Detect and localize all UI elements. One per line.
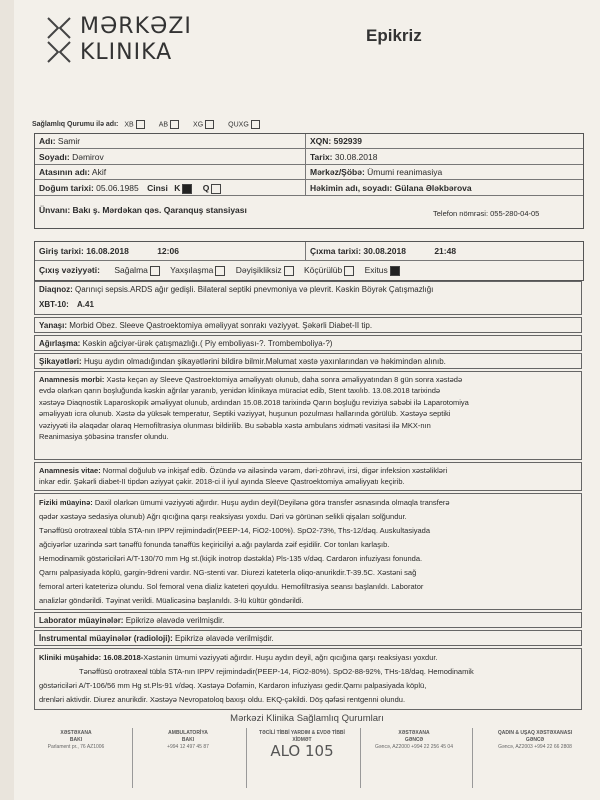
comorbid-text: Morbid Obez. Sleeve Qastroektomiya əməliyyat sonrakı vəziyyət. Şəkərli Diabet-II tip. bbox=[69, 321, 373, 330]
discharge-status-label: Çıxış vəziyyəti: bbox=[39, 265, 100, 275]
insurance-label: Sağlamlıq Qurumu ilə adı: bbox=[32, 121, 119, 128]
complication-label: Ağırlaşma: bbox=[39, 339, 81, 348]
father-label: Atasının adı: bbox=[39, 167, 91, 177]
footer-title: Mərkəzi Klinika Sağlamlıq Qurumları bbox=[230, 713, 384, 724]
anamnesis-morbi-line: əməliyyatı icra olunub. Xəstə də yüksək temperatur, Septiki vəziyyət, huşunun pozulması hallarında görülüb. Xəstəyə septiki bbox=[39, 409, 451, 419]
admission-time: 12:06 bbox=[157, 246, 179, 256]
father-name: Akif bbox=[91, 167, 107, 177]
logo-line2: KLINIKA bbox=[80, 40, 173, 65]
examination-line: Tənəffüsü orotraxeal tübla STA-nın IPPV rejimindədir(PEEP-14, FiO2-100%). SpO2-73%, Ths-12/dəq. Auskultasiyada bbox=[39, 526, 431, 535]
logo-line1: MƏRKƏZI bbox=[80, 14, 192, 39]
examination-label: Fiziki müayinə: bbox=[39, 498, 93, 507]
anamnesis-vitae-label: Anamnesis vitae: bbox=[39, 466, 101, 475]
anamnesis-morbi-line: vəziyyəti ilə əlaqədar olaraq Hemofiltrasiya olunması bildirilib. Bu səbəblə xəstə ambulans xidməti vasitəsi ilə MKX-nın bbox=[39, 420, 431, 430]
examination-line: Qarnı palpasiyada köplü, gərgin-9dreni vardır. NG-stenti var. Diurezi kateterla oliqo-anurikdir.T-39.5C. Xəstəni sağ bbox=[39, 568, 417, 577]
checkbox-icon bbox=[170, 120, 179, 129]
status-option-exitus[interactable]: Exitus bbox=[365, 265, 408, 275]
checkbox-icon bbox=[215, 266, 225, 276]
footer-col-ambulatory-baku: AMBULATORİYA BAKI +994 12 497 45 87 bbox=[167, 730, 209, 750]
instrumental-text: Epikrizə əlavədə verilmişdir. bbox=[175, 634, 274, 643]
doctor-label: Həkimin adı, soyadı: bbox=[310, 183, 393, 193]
examination-block bbox=[34, 493, 582, 610]
footer-col-emergency: TƏCİLİ TİBBİ YARDIM & EVDƏ TİBBİ XİDMƏT ALO 105 bbox=[254, 730, 350, 755]
status-option-recovery[interactable]: Sağalma bbox=[114, 265, 168, 275]
status-option-unchanged[interactable]: Dəyişikliksiz bbox=[236, 265, 302, 275]
insurance-option-ab[interactable]: AB bbox=[159, 120, 187, 129]
comorbid-block bbox=[34, 317, 582, 333]
gender-male-checkbox-icon[interactable] bbox=[182, 184, 192, 194]
anamnesis-vitae-block bbox=[34, 462, 582, 491]
document-date: 30.08.2018 bbox=[334, 152, 378, 162]
icd-code: A.41 bbox=[77, 299, 94, 309]
anamnesis-morbi-line: evdə olarkən qarın boşluğunda kəskin ağrılar yaranıb, yenidən klinikaya müraciət edib, Stent taxılıb. 13.08.2018 tarixində bbox=[39, 386, 441, 396]
insurance-option-xg[interactable]: XG bbox=[193, 120, 222, 129]
examination-line: ağciyərlər uzarində sərt tənəffü fonunda tənəffüs keçiriciliyi a.ağı paylarda zəif eşidilir. Cor tonları karlaşıb. bbox=[39, 540, 390, 549]
admission-date: 16.08.2018 bbox=[86, 246, 129, 256]
surname-label: Soyadı: bbox=[39, 152, 70, 162]
address: Bakı ş. Mərdəkan qəs. Qaranquş stansiyası bbox=[72, 205, 247, 215]
anamnesis-morbi-line: xəstəyə Diaqnostik Laparoskopik əməliyyat olunub, ardından 15.08.2018 tarixində Qarın boşluğu reviziya səbəbi ilə Laparotomiya bbox=[39, 397, 469, 407]
diagnosis-block bbox=[34, 281, 582, 315]
discharge-time: 21:48 bbox=[434, 246, 457, 256]
anamnesis-morbi-line: Xəstə keçən ay Sleeve Qastroektomiya əməliyyatı olunub, daha sonra əməliyyatından 8 gün sonra xəstədə bbox=[104, 375, 463, 384]
checkbox-icon bbox=[251, 120, 260, 129]
date-label: Tarix: bbox=[310, 152, 333, 162]
examination-line: Daxil olarkən ümumi vəziyyəti ağırdır. Huşu aydın deyil(Deyilənə görə transfer əsnasında olmaqla transferə bbox=[92, 498, 450, 507]
document-title: Epikriz bbox=[366, 26, 422, 45]
address-label: Ünvanı: bbox=[39, 205, 71, 215]
epicrisis-page bbox=[14, 0, 600, 800]
observation-label: Kliniki müşahidə: bbox=[39, 653, 102, 662]
admission-table bbox=[34, 241, 584, 281]
lab-label: Laborator müayinələr: bbox=[39, 616, 124, 625]
anamnesis-morbi-line: Reanimasiya şöbəsinə transfer olundu. bbox=[39, 432, 169, 442]
complication-block bbox=[34, 335, 582, 351]
complaints-text: Huşu aydın olmadığından şikayətlərini bildirə bilmir.Məlumat xəstə yaxınlarından və həkimindən alınıb. bbox=[83, 357, 446, 366]
xqn-value: 592939 bbox=[333, 136, 362, 146]
instrumental-block bbox=[34, 630, 582, 646]
observation-line: Xəstənin ümumi vəziyyəti ağırdır. Huşu aydın deyil, ağrı qıcığına qarşı reaksiyası yoxdur. bbox=[143, 653, 438, 662]
gender-female-checkbox-icon[interactable] bbox=[211, 184, 221, 194]
dept-label: Mərkəz/Şöbə: bbox=[310, 167, 365, 177]
checkbox-icon bbox=[344, 266, 354, 276]
clinic-logo bbox=[46, 12, 226, 68]
examination-line: Hemodinamik göstəriciləri A/T-130/70 mm Hg st.(kiçik inotrop dəstəkla) Pls-135 v/dəq. Cardaron infuziyası fonunda. bbox=[39, 554, 423, 563]
footer-col-hospital-baku: XƏSTƏXANA BAKI Parlament pr., 76 AZ1006 bbox=[47, 730, 105, 750]
anamnesis-vitae-line: Normal doğulub və inkişaf edib. Özündə və ailəsində vərəm, dəri-zöhrəvi, irsi, digər infeksion xəstəlikləri bbox=[100, 466, 448, 475]
anamnesis-morbi-label: Anamnesis morbi: bbox=[39, 375, 105, 384]
anamnesis-morbi-block bbox=[34, 371, 582, 460]
footer-col-hospital-ganja: XƏSTƏXANA GƏNCƏ Gəncə, AZ2000 +994 22 256 45 04 bbox=[375, 730, 453, 750]
alo-105-logo: ALO 105 bbox=[270, 742, 334, 760]
department: Ümumi reanimasiya bbox=[367, 167, 443, 177]
complaints-block bbox=[34, 353, 582, 369]
checked-checkbox-icon bbox=[390, 266, 400, 276]
observation-line: drenləri aktivdir. Diurez anurikdir. Xəstəyə Nevropatoloq baxışı oldu. EKQ-çəkildi. Döş qəfəsi rentgenni olundu. bbox=[39, 695, 406, 704]
checkbox-icon bbox=[150, 266, 160, 276]
insurance-option-xb[interactable]: XB bbox=[124, 120, 152, 129]
patient-name: Samir bbox=[57, 136, 81, 146]
logo-mark-icon bbox=[46, 14, 72, 66]
gender-label: Cinsi bbox=[147, 183, 168, 193]
discharge-date: 30.08.2018 bbox=[363, 246, 406, 256]
header bbox=[36, 8, 596, 72]
dob-label: Doğum tarixi: bbox=[39, 183, 94, 193]
discharge-label: Çıxma tarixi: bbox=[310, 246, 362, 256]
phone-number: 055-280-04-05 bbox=[490, 209, 540, 218]
checkbox-icon bbox=[205, 120, 214, 129]
gender-female-label: Q bbox=[202, 183, 210, 193]
examination-line: qədər xəstəyə sedasiya olunub) Ağrı qıcığına qarşı reaksiyası yoxdu. Dəri və görünən selikli qişaları solğundur. bbox=[39, 512, 407, 521]
insurance-option-quxg[interactable]: QUXG bbox=[228, 120, 268, 129]
checkbox-icon bbox=[136, 120, 145, 129]
diagnosis-label: Diaqnoz: bbox=[39, 285, 73, 294]
observation-block bbox=[34, 648, 582, 710]
observation-line: Tənəffüsü orotraxeal tübla STA-nın IPPV rejimindədir(PEEP-14, FiO2-80%). SpO2-88-92%, THs-18/dəq. Hemodinamik bbox=[79, 667, 474, 676]
name-label: Adı: bbox=[39, 136, 56, 146]
examination-line: analizlər göndərildi. Təyinat verildi. Müalicəsinə başlanıldı. 3-lü kültür göndərildi. bbox=[39, 596, 304, 605]
doctor-name: Gülana Ələkbərova bbox=[394, 183, 472, 193]
insurance-row bbox=[32, 120, 572, 129]
xqn-label: XQN: bbox=[310, 136, 332, 146]
complication-text: Kəskin ağciyər-ürək çatışmazlığı.( Piy emboliyası-?. Trombemboliya-?) bbox=[82, 339, 333, 348]
observation-line: göstəriciləri A/T-106/56 mm Hg st.Pls-91 v/dəq. Xəstəyə Dofamin, Kardaron infuziyası gedir.Qarnı palpasiyada köplü, bbox=[39, 681, 427, 690]
icd-label: XBT-10: bbox=[39, 299, 69, 309]
phone-label: Telefon nömrəsi: bbox=[433, 209, 489, 218]
status-option-transferred[interactable]: Köçürülüb bbox=[304, 265, 362, 275]
anamnesis-vitae-line: inkar edir. Şəkərli diabet-II tipdən əziyyət çəkir. 2018-ci il iyul ayında Sleeve Qastroektomiya əməliyyatı keçirib. bbox=[39, 477, 405, 487]
date-of-birth: 05.06.1985 bbox=[96, 183, 139, 193]
lab-block bbox=[34, 612, 582, 628]
patient-info-table bbox=[34, 133, 584, 229]
status-option-improvement[interactable]: Yaxşılaşma bbox=[170, 265, 233, 275]
diagnosis-text: Qarınıçi sepsis.ARDS ağır gedişli. Bilateral septiki pnevmoniya və plevrit. Kəskin Böyrək Çatışmazlığı bbox=[75, 285, 434, 294]
gender-male-label: K bbox=[174, 183, 181, 193]
footer-col-women-children-ganja: QADIN & UŞAQ XƏSTƏXANASI GƏNCƏ Gəncə, AZ2003 +994 22 66 2808 bbox=[497, 730, 573, 750]
admission-label: Giriş tarixi: bbox=[39, 246, 84, 256]
examination-line: femoral arteri kateterizə olundu. Sol femoral vena dializ kateteri qoyuldu. Hemofiltrasiya seansı başlanıldı. Laborator bbox=[39, 582, 424, 591]
comorbid-label: Yanaşı: bbox=[39, 321, 68, 330]
checkbox-icon bbox=[284, 266, 294, 276]
instrumental-label: İnstrumental müayinələr (radioloji): bbox=[39, 634, 173, 643]
lab-text: Epikrizə əlavədə verilmişdir. bbox=[125, 616, 225, 625]
complaints-label: Şikayətləri: bbox=[39, 357, 82, 366]
patient-surname: Dəmirov bbox=[72, 152, 104, 162]
observation-date: 16.08.2018- bbox=[103, 653, 144, 662]
